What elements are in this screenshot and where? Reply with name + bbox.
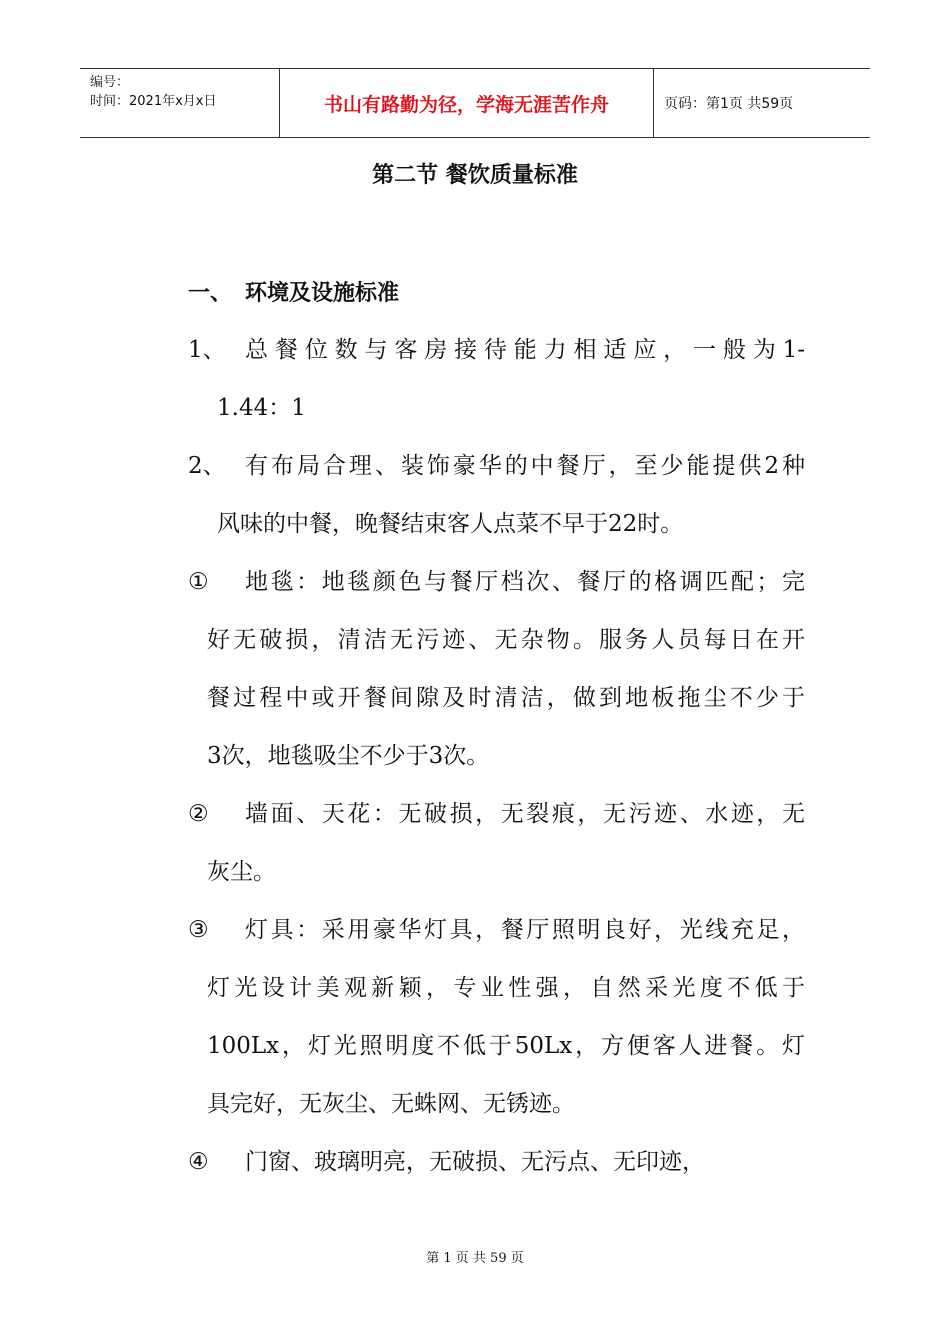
item-line: 餐过程中或开餐间隙及时清洁，做到地板拖尘不少于	[207, 685, 805, 711]
item-marker: 2、	[188, 453, 226, 479]
item-line: 具完好，无灰尘、无蛛网、无锈迹。	[207, 1091, 575, 1117]
item-line: 3次，地毯吸尘不少于3次。	[207, 743, 490, 769]
item-line: 灰尘。	[207, 859, 276, 885]
number-label: 编号：	[90, 75, 130, 90]
item-line: 风味的中餐，晚餐结束客人点菜不早于22时。	[217, 511, 684, 537]
page-header	[80, 68, 870, 138]
item-line: 墙面、天花：无破损，无裂痕，无污迹、水迹，无	[245, 801, 805, 827]
section-title: 环境及设施标准	[245, 281, 400, 306]
item-line: 地毯：地毯颜色与餐厅档次、餐厅的格调匹配；完	[245, 569, 805, 595]
item-line: 100Lx，灯光照明度不低于50Lx，方便客人进餐。灯	[207, 1033, 805, 1059]
item-line: 1.44：1	[217, 395, 306, 421]
item-marker: ②	[188, 801, 209, 827]
item-marker: ③	[188, 917, 209, 943]
header-motto: 书山有路勤为径，学海无涯苦作舟	[280, 69, 654, 137]
item-line: 有布局合理、装饰豪华的中餐厅，至少能提供2种	[245, 453, 805, 479]
item-line: 总餐位数与客房接待能力相适应，一般为1-	[245, 337, 805, 363]
item-marker: ④	[188, 1149, 209, 1175]
item-marker: ①	[188, 569, 209, 595]
header-page-info: 页码：第1页 共59页	[664, 96, 794, 112]
page-footer: 第 1 页 共 59 页	[426, 1251, 524, 1266]
time-label: 时间：2021年x月x日	[90, 94, 217, 109]
section-marker: 一、	[188, 281, 233, 306]
item-marker: 1、	[188, 337, 226, 363]
item-line: 好无破损，清洁无污迹、无杂物。服务人员每日在开	[207, 627, 805, 653]
page-title: 第二节 餐饮质量标准	[372, 163, 578, 188]
section-heading	[188, 276, 400, 307]
item-line: 门窗、玻璃明亮，无破损、无污点、无印迹，	[245, 1149, 705, 1175]
item-line: 灯光设计美观新颖，专业性强，自然采光度不低于	[207, 975, 805, 1001]
item-line: 灯具：采用豪华灯具，餐厅照明良好，光线充足，	[245, 917, 805, 943]
header-meta	[80, 69, 280, 137]
